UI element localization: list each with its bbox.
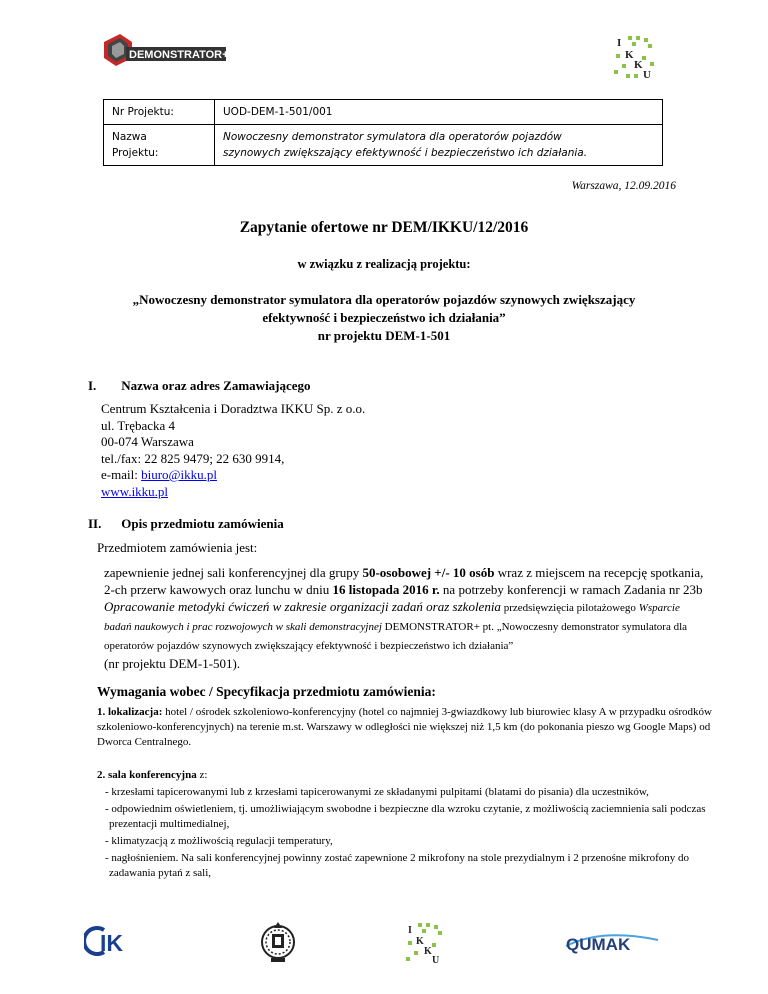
requirement-location-label: 1. lokalizacja: bbox=[97, 706, 163, 718]
address-email-line bbox=[101, 467, 365, 484]
section-2-number: II. bbox=[88, 516, 102, 531]
desc-part-2: wraz z miejscem na recepcję spotkania, 2-ch przerw kawowych oraz lunchu w dniu bbox=[104, 565, 704, 597]
svg-text:U: U bbox=[432, 955, 440, 965]
document-title: Zapytanie ofertowe nr DEM/IKKU/12/2016 bbox=[239, 219, 529, 236]
requirement-room-item: - klimatyzacją z możliwością regulacji temperatury, bbox=[105, 835, 333, 847]
desc-programme-name: Wsparcie badań naukowych i prac rozwojowych w skali demonstracyjnej bbox=[104, 602, 680, 633]
project-number-label: Nr Projektu: bbox=[104, 100, 215, 125]
section-1-title: Nazwa oraz adres Zamawiającego bbox=[121, 378, 311, 393]
document-date: Warszawa, 12.09.2016 bbox=[571, 180, 676, 192]
svg-text:K: K bbox=[625, 49, 634, 61]
ik-footer-logo-text: IK bbox=[100, 930, 123, 956]
requirement-room-item: - nagłośnieniem. Na sali konferencyjnej powinny zostać zapewnione 2 mikrofony na stole prezydialnym i 2 przenośne mikrofony do zadawania pytań z sali, bbox=[105, 852, 690, 879]
desc-part-1: zapewnienie jednej sali konferencyjnej dla grupy bbox=[104, 565, 363, 580]
address-phone: tel./fax: 22 825 9479; 22 630 9914, bbox=[101, 450, 285, 466]
address-city: 00-074 Warszawa bbox=[101, 434, 194, 449]
emblem-footer-logo bbox=[259, 918, 297, 966]
contractor-address bbox=[101, 401, 365, 500]
email-link[interactable]: biuro@ikku.pl bbox=[141, 467, 217, 482]
svg-text:I: I bbox=[408, 925, 412, 936]
project-name-label-line2: Projektu: bbox=[112, 147, 159, 159]
svg-text:K: K bbox=[416, 936, 424, 947]
section-2-title: Opis przedmiotu zamówienia bbox=[121, 516, 284, 531]
qumak-footer-logo-text: QUMAK bbox=[566, 935, 631, 954]
ikku-logo-top bbox=[612, 34, 656, 80]
requirements-title: Wymagania wobec / Specyfikacja przedmiotu zamówienia: bbox=[97, 684, 436, 699]
project-full-name bbox=[0, 291, 768, 345]
desc-project-number: (nr projektu DEM-1-501). bbox=[104, 656, 241, 671]
desc-date: 16 listopada 2016 r. bbox=[332, 582, 440, 597]
project-full-name-line2: efektywność i bezpieczeństwo ich działania” bbox=[262, 310, 506, 325]
project-full-name-line3: nr projektu DEM-1-501 bbox=[317, 328, 451, 343]
requirement-room-label: 2. sala konferencyjna bbox=[97, 769, 197, 781]
order-description bbox=[104, 564, 704, 672]
desc-part-3: na potrzeby konferencji w ramach Zadania nr 23b bbox=[439, 582, 703, 597]
project-number-row bbox=[104, 100, 663, 125]
project-number-value: UOD-DEM-1-501/001 bbox=[215, 100, 663, 125]
section-2-heading bbox=[88, 516, 284, 532]
ikku-footer-logo bbox=[404, 921, 444, 965]
demonstrator-logo bbox=[100, 30, 240, 70]
email-prefix: e-mail: bbox=[101, 467, 142, 482]
section-2-intro: Przedmiotem zamówienia jest: bbox=[97, 540, 258, 555]
project-name-value-line2: szynowych zwiększający efektywność i bezpieczeństwo ich działania. bbox=[223, 147, 588, 159]
project-full-name-line1: „Nowoczesny demonstrator symulatora dla operatorów pojazdów szynowych zwiększający bbox=[132, 292, 636, 307]
project-name-label-line1: Nazwa bbox=[112, 131, 147, 143]
website-link[interactable]: www.ikku.pl bbox=[101, 483, 169, 499]
desc-part-5: DEMONSTRATOR+ pt. „Nowoczesny demonstrator symulatora dla operatorów pojazdów szynowych zwiększający efektywność i bezpieczeństwo ich działania” bbox=[104, 621, 688, 652]
requirement-room-heading bbox=[97, 768, 717, 783]
desc-part-4: przedsięwzięcia pilotażowego bbox=[500, 602, 639, 614]
project-name-value bbox=[215, 125, 663, 166]
qumak-footer-logo bbox=[562, 926, 662, 956]
address-street: ul. Trębacka 4 bbox=[101, 417, 176, 433]
requirement-room-item: - odpowiednim oświetleniem, tj. umożliwiającym swobodne i bezpieczne dla wzroku czytanie, z możliwością zaciemnienia sali podczas prezentacji multimedialnej, bbox=[105, 803, 706, 830]
desc-group-size: 50-osobowej +/- 10 osób bbox=[362, 565, 495, 580]
project-name-row bbox=[104, 125, 663, 166]
svg-text:K: K bbox=[634, 59, 643, 71]
demonstrator-logo-text: DEMONSTRATOR+ bbox=[129, 49, 229, 61]
project-name-label bbox=[104, 125, 215, 166]
project-info-table bbox=[103, 99, 663, 166]
document-subtitle: w związku z realizacją projektu: bbox=[297, 257, 471, 271]
svg-text:U: U bbox=[643, 69, 651, 80]
requirement-location-text: hotel / ośrodek szkoleniowo-konferencyjny (hotel co najmniej 3-gwiazdkowy lub biurowiec klasy A w przypadku ośrodków szkoleniowo-konferencyjnych) na terenie m.st. Warszawy w odległości nie większej niż 1,5 km (do pokonania pieszo wg Google Maps) od Dworca Centralnego. bbox=[97, 706, 712, 748]
requirement-room-item: - krzesłami tapicerowanymi lub z krzesłami tapicerowanymi ze składanymi pulpitami (blatami do pisania) dla uczestników, bbox=[105, 786, 649, 798]
project-name-value-line1: Nowoczesny demonstrator symulatora dla operatorów pojazdów bbox=[223, 131, 562, 143]
section-1-heading bbox=[88, 378, 311, 394]
desc-task-name: Opracowanie metodyki ćwiczeń w zakresie organizacji zadań oraz szkolenia bbox=[104, 599, 501, 614]
ik-footer-logo bbox=[84, 926, 156, 956]
requirement-conference-room bbox=[97, 768, 717, 883]
requirement-room-suffix: z: bbox=[196, 769, 208, 781]
address-company: Centrum Kształcenia i Doradztwa IKKU Sp. z o.o. bbox=[101, 401, 366, 416]
section-1-number: I. bbox=[88, 378, 97, 393]
svg-text:I: I bbox=[617, 37, 622, 49]
requirement-location bbox=[97, 705, 717, 750]
svg-text:K: K bbox=[424, 946, 432, 957]
